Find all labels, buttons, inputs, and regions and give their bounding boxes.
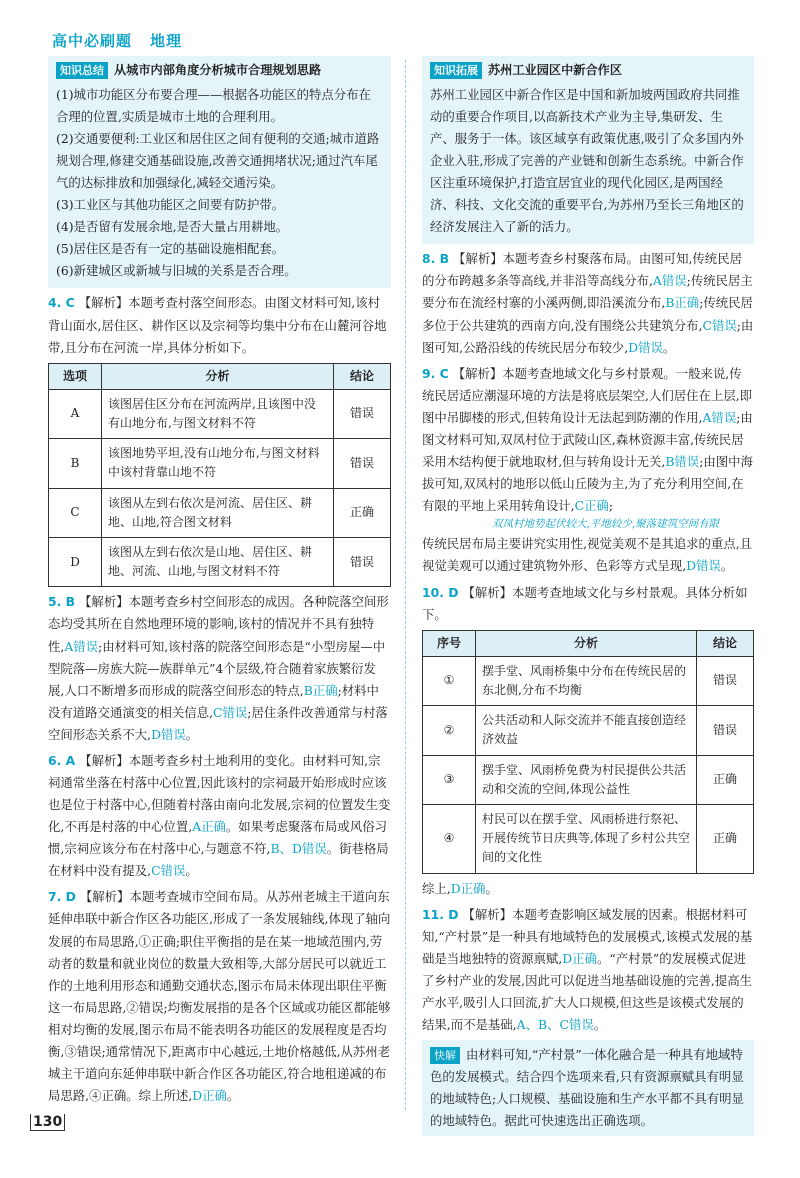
- table-row: [423, 805, 754, 874]
- answer-text: 。: [226, 1088, 240, 1104]
- question-number: 5. B: [48, 594, 76, 610]
- cell: 正确: [697, 755, 754, 804]
- cell: 该图居住区分布在河流两岸,且该图中没有山地分布,与图文材料不符: [102, 389, 334, 438]
- extension-text: 苏州工业园区中新合作区是中国和新加坡两国政府共同推动的重要合作项目,以高新技术产业为主导,集研发、生产、服务于一体。该区域享有政策优惠,吸引了众多国内外企业入驻,形成了完善的产业链和创新生态系统。中新合作区注重环境保护,打造宜居宜业的现代化园区,是两国经济、科技、文化交流的重要平台,为苏州乃至长三角地区的经济发展注入了新的活力。: [430, 86, 744, 235]
- margin-note: 双凤村地势起伏较大,平地较少,聚落建筑空间有限: [492, 518, 720, 531]
- left-column: [48, 56, 391, 1107]
- answer-6: [48, 750, 391, 882]
- answer-text: 。: [185, 863, 198, 879]
- verdict: C错误: [213, 704, 248, 720]
- answer-5: [48, 591, 391, 746]
- page-number: [30, 1110, 65, 1135]
- verdict: B正确: [665, 295, 700, 311]
- answer-text: 综上,: [422, 880, 451, 896]
- cell: 正确: [697, 805, 754, 874]
- answer-text: 【解析】本题考查地域文化与乡村景观。具体分析如下。: [422, 584, 748, 622]
- verdict: B正确: [303, 682, 338, 698]
- cell: 错误: [697, 706, 754, 755]
- question-number: 4. C: [48, 295, 75, 311]
- verdict: D正确: [562, 950, 597, 966]
- question-number: 10. D: [422, 584, 459, 600]
- cell: D: [49, 537, 102, 586]
- cell: 该图地势平坦,没有山地分布,与图文材料中该村背靠山地不符: [102, 439, 334, 488]
- answer-text: 。如果考虑聚落布局或风俗习惯,宗祠应该分布在村落中心,与题意不符,: [48, 819, 387, 857]
- cell: 该图从左到右依次是河流、居住区、耕地、山地,符合图文材料: [102, 488, 334, 537]
- answer-text: 。: [720, 558, 734, 574]
- extension-tag: 知识拓展: [430, 62, 482, 79]
- answer-text: 【解析】本题考查乡村土地利用的变化。由材料可知,宗祠通常坐落在村落中心位置,因此该村的宗祠最开始形成时应该也是位于村落中心,但随着村落由南向北发展,宗祠的位置发生变化,不再是村落的中心位置,: [48, 752, 391, 835]
- right-column: [422, 56, 754, 1136]
- cell: ③: [423, 755, 476, 804]
- verdict: D正确: [192, 1088, 227, 1104]
- table-header: 分析: [476, 630, 697, 656]
- cell: 错误: [697, 656, 754, 705]
- question-number: 7. D: [48, 889, 76, 905]
- verdict: C正确: [574, 498, 609, 514]
- summary-tag: 知识总结: [56, 62, 108, 79]
- answer-9-cont: [422, 533, 754, 577]
- answer-text: ;由图文材料可知,双凤村位于武陵山区,森林资源丰富,传统民居采用木结构便于就地取材,但与转角设计无关,: [422, 409, 753, 469]
- summary-item: (3)工业区与其他功能区之间要有防护带。: [56, 197, 285, 213]
- cell: 公共活动和人际交流并不能直接创造经济效益: [476, 706, 697, 755]
- question-number: 9. C: [422, 365, 449, 381]
- cell: ②: [423, 706, 476, 755]
- table-row: [423, 755, 754, 804]
- answer-text: ;由材料可知,该村落的院落空间形态是“小型房屋—中型院落—房族大院—族群单元”4个层级,符合随着家族繁衍发展,人口不断增多而形成的院落空间形态的特点,: [48, 638, 386, 698]
- answer-9: [422, 363, 754, 518]
- table-header: 结论: [334, 363, 391, 389]
- column-divider: [405, 60, 406, 1110]
- answer-text: ;传统民居主要分布在流经村寨的小溪两侧,即沿溪流分布,: [422, 273, 753, 311]
- verdict: B错误: [665, 453, 700, 469]
- answer-text: ;居住条件改善通常与村落空间形态关系不大,: [48, 704, 388, 742]
- verdict: D错误: [151, 726, 186, 742]
- summary-item: (5)居住区是否有一定的基础设施相配套。: [56, 241, 285, 257]
- cell: 该图从左到右依次是山地、居住区、耕地、河流、山地,与图文材料不符: [102, 537, 334, 586]
- subject-title: 地理: [150, 32, 183, 50]
- table-header: 序号: [423, 630, 476, 656]
- question-number: 6. A: [48, 752, 76, 768]
- table-header: 结论: [697, 630, 754, 656]
- answer-text: ;传统民居多位于公共建筑的西南方向,没有围绕公共建筑分布,: [422, 295, 753, 333]
- summary-title: 从城市内部角度分析城市合理规划思路: [114, 63, 322, 77]
- answer-text: ;由图中海拔可知,双凤村的地形以低山丘陵为主,为了充分利用空间,在有限的平地上采用转角设计,: [422, 453, 753, 514]
- extension-title: 苏州工业园区中新合作区: [488, 63, 623, 77]
- answer-text: ;材料中没有道路交通演变的相关信息,: [48, 682, 379, 720]
- knowledge-summary-box: [48, 56, 391, 288]
- verdict: D错误: [628, 339, 663, 355]
- answer-text: ;: [608, 498, 614, 514]
- knowledge-extension-box: [422, 56, 754, 244]
- cell: 错误: [334, 439, 391, 488]
- answer-7: [48, 886, 391, 1107]
- answer-text: 【解析】本题考查城市空间布局。从苏州老城主干道向东延伸串联中新合作区各功能区,形成了一条发展轴线,体现了轴向发展的布局思路,①正确;职住平衡指的是在某一地域范围内,劳动者的数量和就业岗位的数量大致相等,大部分居民可以就近工作的土地利用形态和通勤交通状态,图示布局未体现出职住平衡这一布局思路,②错误;均衡发展指的是各个区域或功能区都能够相对均衡的发展,图示布局不能表明各功能区的发展程度是否均衡,③错误;通常情况下,距离市中心越远,土地价格越低,从苏州老城主干道向东延伸串联中新合作区各功能区,符合地租递减的布局思路,④正确。综上所述,: [48, 889, 391, 1104]
- answer-10: [422, 582, 754, 626]
- answer-text: 【解析】本题考查影响区域发展的因素。根据材料可知,“产村景”是一种具有地域特色的发展模式,该模式发展的基础是当地独特的资源禀赋,: [422, 906, 753, 966]
- cell: 摆手堂、风雨桥集中分布在传统民居的东北侧,分布不均衡: [476, 656, 697, 705]
- cell: 错误: [334, 389, 391, 438]
- answer-text: 。“产村景”的发展模式促进了乡村产业的发展,因此可以促进当地基础设施的完善,提高生产水平,吸引人口回流,扩大人口规模,但这些是该模式发展的结果,而不是基础,: [422, 950, 753, 1033]
- fast-tag: 快解: [430, 1047, 460, 1064]
- verdict: A错误: [702, 409, 737, 425]
- book-title: 高中必刷题: [52, 32, 133, 50]
- table-row: [423, 706, 754, 755]
- verdict: C错误: [151, 863, 186, 879]
- answer-text: 【解析】本题考查村落空间形态。由图文材料可知,该村背山面水,居住区、耕作区以及宗祠等均集中分布在山麓河谷地带,且分布在河流一岸,具体分析如下。: [48, 295, 387, 355]
- answer-4-table: [48, 363, 391, 588]
- cell: 错误: [334, 537, 391, 586]
- table-row: [49, 439, 391, 488]
- summary-item: (1)城市功能区分布要合理——根据各功能区的特点分布在合理的位置,实质是城市土地的合理利用。: [56, 86, 371, 124]
- answer-text: ;由图可知,公路沿线的传统民居分布较少,: [422, 317, 754, 355]
- answer-text: 。: [185, 726, 199, 742]
- verdict: A、B、C错误: [516, 1017, 594, 1033]
- summary-item: (6)新建城区或新城与旧城的关系是否合理。: [56, 263, 297, 279]
- question-number: 11. D: [422, 906, 459, 922]
- box-title: [56, 60, 383, 82]
- cell: 正确: [334, 488, 391, 537]
- answer-8: [422, 248, 754, 358]
- answer-text: 【解析】本题考查乡村空间形态的成因。各种院落空间形态均受其所在自然地理环境的影响,该村的情况并不具有独特性,: [48, 594, 389, 654]
- answer-text: 。: [662, 339, 676, 355]
- cell: A: [49, 389, 102, 438]
- table-row: [49, 389, 391, 438]
- cell: 摆手堂、风雨桥免费为村民提供公共活动和交流的空间,体现公益性: [476, 755, 697, 804]
- answer-4: [48, 292, 391, 358]
- table-header: 选项: [49, 363, 102, 389]
- page-header: [52, 28, 182, 55]
- answer-11: [422, 904, 754, 1036]
- verdict: D正确: [450, 880, 486, 896]
- verdict: A正确: [192, 819, 226, 835]
- verdict: A错误: [652, 273, 687, 289]
- answer-text: 传统民居布局主要讲究实用性,视觉美观不是其追求的重点,且视觉美观可以通过建筑物外形、色彩等方式呈现,: [422, 536, 753, 574]
- verdict: B、D错误: [270, 841, 327, 857]
- answer-10-table: [422, 630, 754, 874]
- answer-text: 。街巷格局在材料中没有提及,: [48, 841, 389, 879]
- question-number: 8. B: [422, 251, 450, 267]
- cell: ①: [423, 656, 476, 705]
- cell: B: [49, 439, 102, 488]
- verdict: A错误: [64, 638, 99, 654]
- cell: 村民可以在摆手堂、风雨桥进行祭祀、开展传统节日庆典等,体现了乡村公共空间的文化性: [476, 805, 697, 874]
- box-title: [430, 60, 746, 82]
- cell: C: [49, 488, 102, 537]
- answer-text: 。: [485, 880, 498, 896]
- table-row: [423, 656, 754, 705]
- summary-item: (4)是否留有发展余地,是否大量占用耕地。: [56, 219, 289, 235]
- answer-10-summary: [422, 878, 754, 900]
- answer-text: 【解析】本题考查乡村聚落布局。由图可知,传统民居的分布跨越多条等高线,并非沿等高线分布,: [422, 251, 742, 289]
- table-row: [49, 537, 391, 586]
- table-header: 分析: [102, 363, 334, 389]
- answer-text: 【解析】本题考查地域文化与乡村景观。一般来说,传统民居适应潮湿环境的方法是将底层架空,人们居住在上层,即图中吊脚楼的形式,但转角设计无法起到防潮的作用,: [422, 365, 753, 425]
- fast-text: 由材料可知,“产村景”一体化融合是一种具有地域特色的发展模式。结合四个选项来看,只有资源禀赋具有明显的地域特色;人口规模、基础设施和生产水平都不具有明显的地域特色。据此可快速选出正确选项。: [430, 1047, 744, 1129]
- verdict: C错误: [702, 317, 737, 333]
- fast-solution-box: [422, 1040, 754, 1136]
- verdict: D错误: [686, 558, 721, 574]
- page-number-text: 130: [30, 1114, 65, 1131]
- summary-item: (2)交通要便利:工业区和居住区之间有便利的交通;城市道路规划合理,修建交通基础设施,改善交通拥堵状况;通过汽车尾气的达标排放和加强绿化,减轻交通污染。: [56, 130, 380, 191]
- cell: ④: [423, 805, 476, 874]
- table-row: [49, 488, 391, 537]
- answer-text: 。: [593, 1017, 607, 1033]
